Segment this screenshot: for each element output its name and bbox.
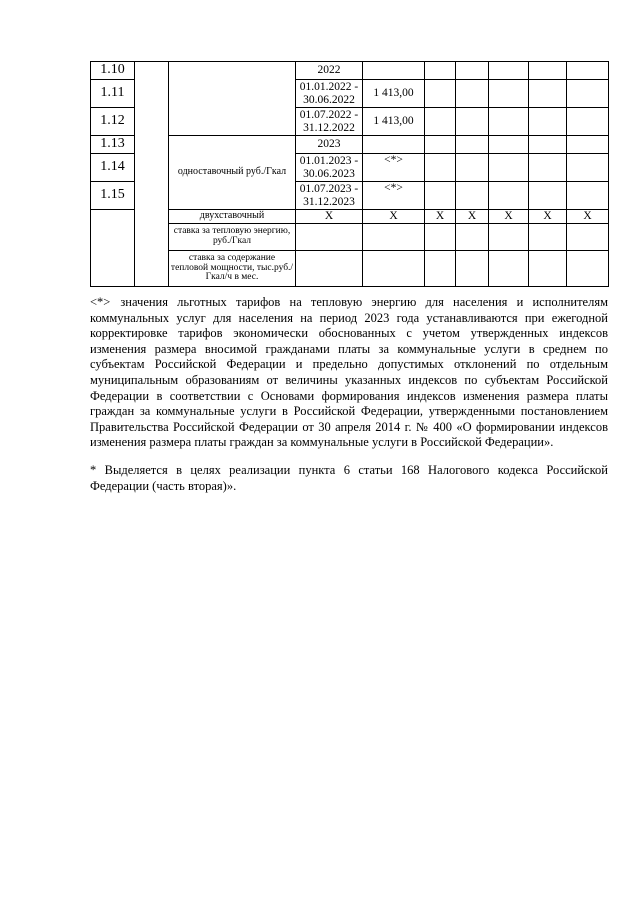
empty-cell [456,80,489,108]
empty-cell [425,251,456,287]
x-mark: X [529,210,567,224]
empty-cell [489,136,529,154]
empty-cell [456,251,489,287]
blank-category-cell [169,62,296,136]
value-cell: 1 413,00 [363,80,425,108]
empty-cell [456,224,489,251]
value-cell [363,136,425,154]
empty-cell [363,224,425,251]
x-mark: X [489,210,529,224]
empty-cell [567,136,609,154]
blank-number-cell [91,210,135,287]
footnote-marker: <*> [90,295,111,309]
empty-cell [489,182,529,210]
empty-cell [456,136,489,154]
value-cell: <*> [363,182,425,210]
table-row [91,62,609,80]
year-cell: 2022 [296,62,363,80]
row-number: 1.14 [91,154,135,182]
empty-cell [529,182,567,210]
table-row [91,224,609,251]
row-number: 1.15 [91,182,135,210]
row-number: 1.13 [91,136,135,154]
table-row [91,210,609,224]
row-number: 1.10 [91,62,135,80]
empty-cell [489,62,529,80]
empty-cell [567,224,609,251]
x-mark: X [456,210,489,224]
x-mark: X [425,210,456,224]
empty-cell [529,224,567,251]
empty-cell [456,182,489,210]
empty-cell [456,154,489,182]
two-part-tariff-label: двухставочный [169,210,296,224]
empty-cell [456,108,489,136]
x-mark: X [296,210,363,224]
period-cell: 01.07.2023 - 31.12.2023 [296,182,363,210]
empty-cell [425,136,456,154]
empty-cell [529,154,567,182]
empty-cell [489,80,529,108]
vat-footnote: * Выделяется в целях реализации пункта 6 статьи 168 Налогового кодекса Российской Федерации (часть вторая)». [90,463,608,493]
empty-cell [567,182,609,210]
period-cell: 01.01.2022 - 30.06.2022 [296,80,363,108]
empty-cell [296,224,363,251]
empty-cell [425,62,456,80]
heat-energy-rate-label: ставка за тепловую энергию, руб./Гкал [169,224,296,251]
empty-cell [425,154,456,182]
value-cell: 1 413,00 [363,108,425,136]
empty-cell [425,224,456,251]
empty-cell [489,224,529,251]
tariff-footnote [90,295,608,451]
x-mark: X [363,210,425,224]
empty-cell [529,251,567,287]
tariff-table [90,61,609,287]
table-row [91,251,609,287]
empty-cell [567,80,609,108]
empty-cell [489,251,529,287]
footnote-text: значения льготных тарифов на тепловую энергию для населения и исполнителям коммунальных услуг для населения на период 2023 года устанавливаются при ежегодной корректировке тарифов экономически обоснованных с учетом утвержденных индексов изменения размера вносимой гражданами платы за коммунальные услуги в среднем по субъектам Российской Федерации и предельно допустимых отклонений по отдельным муниципальным образованиям от величины указанных индексов по субъектам Российской Федерации в соответствии с Основами формирования индексов изменения размера платы граждан за коммунальные услуги в Российской Федерации, утвержденными постановлением Правительства Российской Федерации от 30 апреля 2014 г. № 400 «О формировании индексов изменения размера платы граждан за коммунальные услуги в Российской Федерации». [90,295,608,450]
empty-cell [529,62,567,80]
empty-cell [529,108,567,136]
row-number: 1.12 [91,108,135,136]
empty-cell [567,154,609,182]
empty-cell [567,62,609,80]
row-number: 1.11 [91,80,135,108]
blank-column-cell [135,62,169,287]
period-cell: 01.07.2022 - 31.12.2022 [296,108,363,136]
empty-cell [529,80,567,108]
period-cell: 01.01.2023 - 30.06.2023 [296,154,363,182]
year-cell: 2023 [296,136,363,154]
value-cell [363,62,425,80]
x-mark: X [567,210,609,224]
empty-cell [363,251,425,287]
empty-cell [425,182,456,210]
one-part-tariff-label: одноставочный руб./Гкал [169,136,296,210]
value-cell: <*> [363,154,425,182]
empty-cell [456,62,489,80]
empty-cell [489,154,529,182]
capacity-rate-label: ставка за содержание тепловой мощности, тыс.руб./Гкал/ч в мес. [169,251,296,287]
empty-cell [489,108,529,136]
empty-cell [425,108,456,136]
empty-cell [529,136,567,154]
empty-cell [425,80,456,108]
empty-cell [567,108,609,136]
empty-cell [296,251,363,287]
empty-cell [567,251,609,287]
table-row [91,136,609,154]
